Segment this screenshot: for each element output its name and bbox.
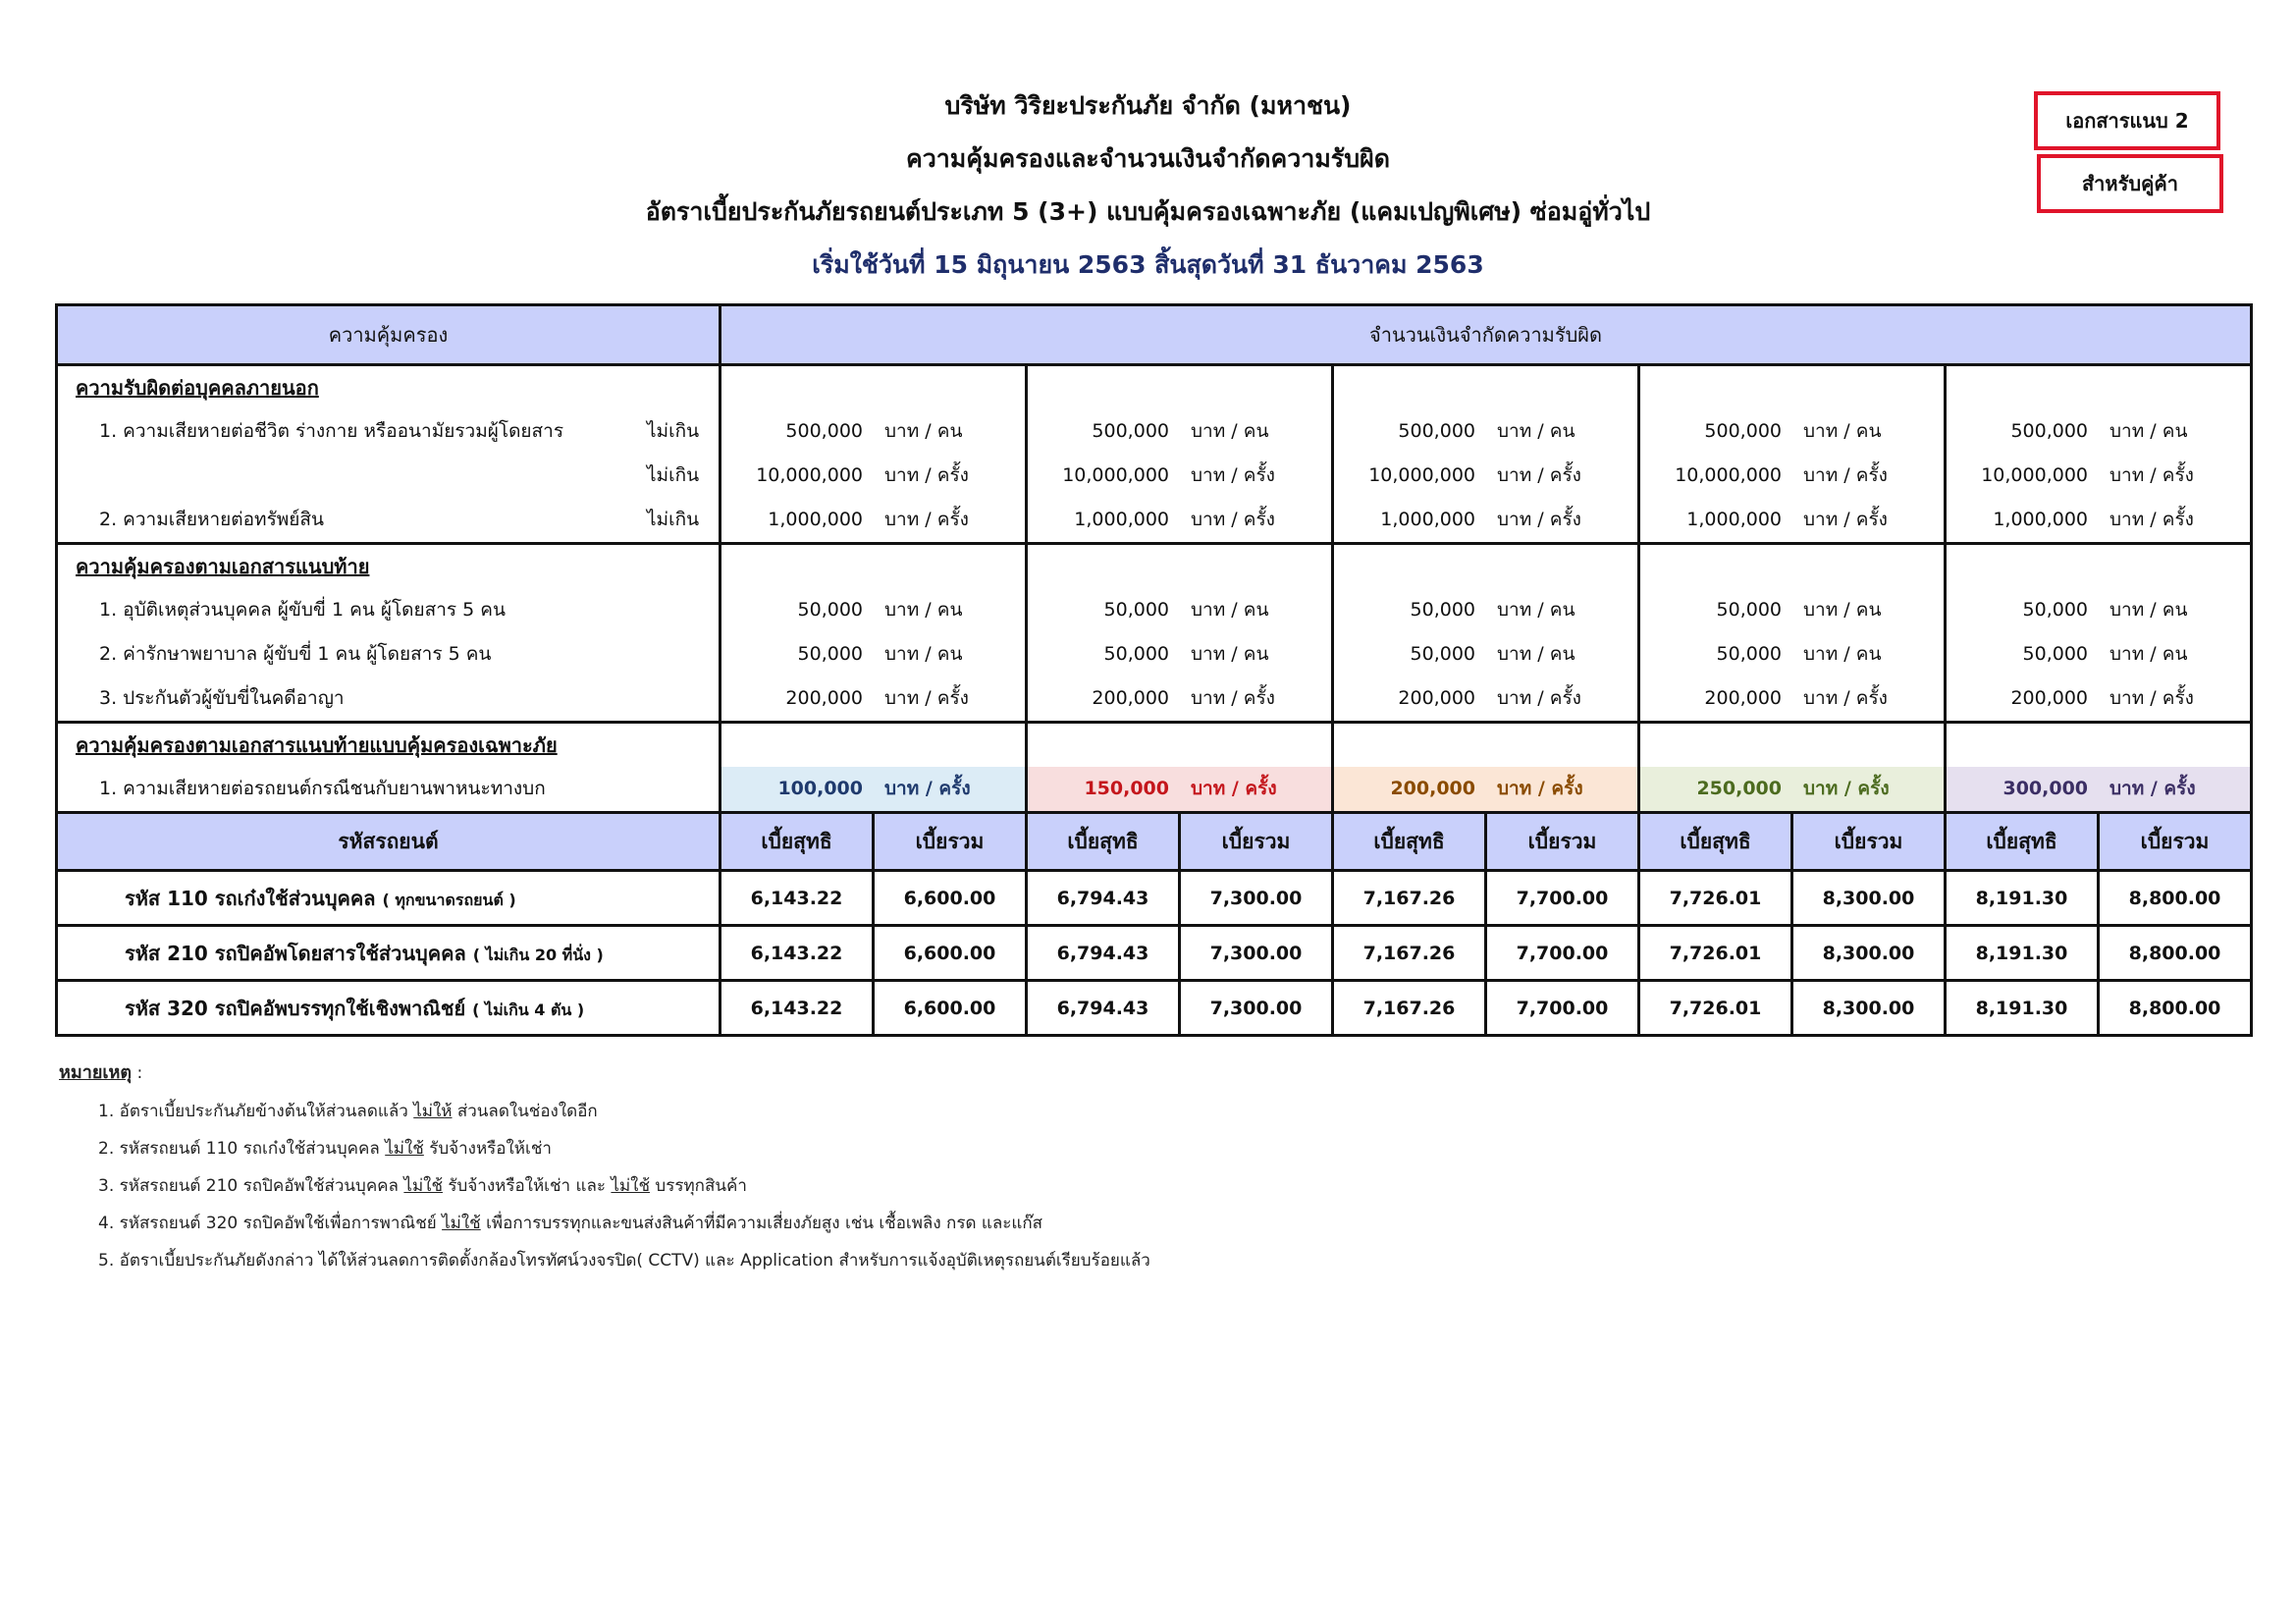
- limit-value-line: [1334, 588, 1637, 632]
- total-premium-cell: 8,800.00: [2099, 981, 2252, 1036]
- limit-amount: 1,000,000: [768, 509, 863, 530]
- net-premium-header: เบี้ยสุทธิ: [721, 813, 874, 871]
- total-premium-cell: 8,300.00: [1792, 871, 1946, 926]
- limit-value-line: [1334, 632, 1637, 676]
- vehicle-code-label: รหัส 210 รถปิคอัพโดยสารใช้ส่วนบุคคล: [125, 941, 466, 965]
- limit-value-line: [721, 454, 1025, 498]
- plan-5-collision: [1946, 723, 2252, 813]
- note-5: 5. อัตราเบี้ยประกันภัยดังกล่าว ได้ให้ส่วนลดการติดตั้งกล้องโทรทัศน์วงจรปิด( CCTV) และ Application สำหรับการแจ้งอุบัติเหตุรถยนต์เรียบร้อยแล้ว: [98, 1251, 1150, 1271]
- limit-unit: บาท / ครั้ง: [1803, 687, 1888, 709]
- limit-value-line: [721, 676, 1025, 721]
- limit-amount: 50,000: [1716, 643, 1782, 665]
- limit-unit: บาท / ครั้ง: [2109, 687, 2194, 709]
- limit-amount: 500,000: [1398, 420, 1475, 442]
- net-premium-cell: 6,794.43: [1027, 926, 1180, 981]
- limit-unit: บาท / ครั้ง: [2109, 509, 2194, 530]
- limit-amount: 50,000: [2022, 643, 2089, 665]
- limit-unit: บาท / ครั้ง: [1191, 509, 1275, 530]
- total-premium-cell: 7,700.00: [1486, 871, 1639, 926]
- plan-5-limits: [1946, 365, 2252, 544]
- limit-unit: บาท / ครั้ง: [2109, 778, 2196, 799]
- limit-unit: บาท / ครั้ง: [884, 464, 969, 486]
- limit-amount: 50,000: [1410, 643, 1475, 665]
- document-title: ความคุ้มครองและจำนวนเงินจำกัดความรับผิด: [906, 144, 1390, 173]
- plan-4-collision: [1639, 723, 1946, 813]
- limit-unit: บาท / ครั้ง: [1803, 509, 1888, 530]
- net-premium-header: เบี้ยสุทธิ: [1946, 813, 2099, 871]
- total-premium-cell: 7,300.00: [1180, 981, 1333, 1036]
- total-premium-header: เบี้ยรวม: [1792, 813, 1946, 871]
- limit-value-line: [1640, 454, 1944, 498]
- vehicle-code: [57, 981, 721, 1036]
- limit-value-line: [1947, 498, 2250, 542]
- limit-amount: 500,000: [2010, 420, 2089, 442]
- limit-amount: 200,000: [1704, 687, 1782, 709]
- total-premium-cell: 7,300.00: [1180, 871, 1333, 926]
- limit-amount: 10,000,000: [1675, 464, 1782, 486]
- limit-amount: 300,000: [2002, 778, 2089, 799]
- limit-value-line: [1947, 676, 2250, 721]
- limit-amount: 10,000,000: [1981, 464, 2089, 486]
- net-premium-cell: 8,191.30: [1946, 926, 2099, 981]
- limit-column-header: จำนวนเงินจำกัดความรับผิด: [721, 305, 2252, 365]
- limit-amount: 1,000,000: [1074, 509, 1169, 530]
- limit-value-line: [1640, 409, 1944, 454]
- attachment-badge: เอกสารแนบ 2: [2034, 91, 2220, 150]
- rider-section: [57, 544, 721, 723]
- limit-amount: 1,000,000: [1993, 509, 2089, 530]
- limit-unit: บาท / คน: [1191, 643, 1269, 665]
- limit-unit: บาท / ครั้ง: [1497, 464, 1581, 486]
- total-premium-cell: 8,300.00: [1792, 926, 1946, 981]
- limit-unit: บาท / คน: [1191, 420, 1269, 442]
- coverage-item: 1. อุบัติเหตุส่วนบุคคล ผู้ขับขี่ 1 คน ผู้โดยสาร 5 คน: [99, 599, 506, 621]
- notes-heading: หมายเหตุ: [59, 1062, 133, 1083]
- vehicle-code: [57, 871, 721, 926]
- limit-value-line: [1334, 409, 1637, 454]
- net-premium-header: เบี้ยสุทธิ: [1333, 813, 1486, 871]
- vehicle-code-label: รหัส 320 รถปิคอัพบรรทุกใช้เชิงพาณิชย์: [125, 996, 466, 1020]
- total-premium-header: เบี้ยรวม: [874, 813, 1027, 871]
- total-premium-cell: 7,700.00: [1486, 981, 1639, 1036]
- total-premium-header: เบี้ยรวม: [2099, 813, 2252, 871]
- section-title: ความคุ้มครองตามเอกสารแนบท้าย: [76, 555, 370, 578]
- table-row: [57, 981, 2252, 1036]
- limit-unit: บาท / คน: [2109, 599, 2188, 621]
- plan-2-limits: [1027, 365, 1333, 544]
- limit-value-line: [1028, 632, 1331, 676]
- plan-1-rider: [721, 544, 1027, 723]
- company-name: บริษัท วิริยะประกันภัย จำกัด (มหาชน): [944, 91, 1352, 120]
- limit-amount: 100,000: [777, 778, 863, 799]
- limit-amount: 200,000: [2010, 687, 2089, 709]
- limit-value-line: [1640, 676, 1944, 721]
- plan-3-collision: [1333, 723, 1639, 813]
- net-premium-cell: 7,167.26: [1333, 981, 1486, 1036]
- net-premium-cell: 6,143.22: [721, 981, 874, 1036]
- vehicle-code-note: ( ไม่เกิน 20 ที่นั่ง ): [472, 945, 604, 964]
- plan-1-limits: [721, 365, 1027, 544]
- limit-unit: บาท / คน: [884, 599, 963, 621]
- limit-unit: บาท / คน: [884, 643, 963, 665]
- section-title: ความคุ้มครองตามเอกสารแนบท้ายแบบคุ้มครองเฉพาะภัย: [76, 733, 558, 757]
- plan-2-collision: [1027, 723, 1333, 813]
- limit-unit: บาท / ครั้ง: [1191, 778, 1277, 799]
- limit-value-line: [1334, 498, 1637, 542]
- limit-amount: 10,000,000: [1062, 464, 1169, 486]
- limit-unit: บาท / คน: [2109, 420, 2188, 442]
- total-premium-header: เบี้ยรวม: [1486, 813, 1639, 871]
- limit-value-line: [721, 632, 1025, 676]
- limit-amount: 200,000: [1092, 687, 1169, 709]
- limit-value-line: [721, 409, 1025, 454]
- limit-amount: 10,000,000: [1368, 464, 1475, 486]
- notes-section: [59, 1054, 1150, 1279]
- total-premium-cell: 8,800.00: [2099, 926, 2252, 981]
- note-4: 4. รหัสรถยนต์ 320 รถปิคอัพใช้เพื่อการพาณิชย์ ไม่ใช้ เพื่อการบรรทุกและขนส่งสินค้าที่มีความเสี่ยงภัยสูง เช่น เชื้อเพลิง กรด และแก๊ส: [98, 1214, 1043, 1233]
- limit-value-line: [1947, 409, 2250, 454]
- specific-peril-section: [57, 723, 721, 813]
- net-premium-cell: 6,794.43: [1027, 981, 1180, 1036]
- total-premium-cell: 7,300.00: [1180, 926, 1333, 981]
- limit-amount: 50,000: [797, 599, 863, 621]
- limit-unit: บาท / ครั้ง: [1191, 687, 1275, 709]
- limit-amount: 150,000: [1084, 778, 1169, 799]
- limit-value-line: [1028, 409, 1331, 454]
- limit-unit: บาท / คน: [2109, 643, 2188, 665]
- note-1: 1. อัตราเบี้ยประกันภัยข้างต้นให้ส่วนลดแล้ว ไม่ให้ ส่วนลดในช่องใดอีก: [98, 1102, 598, 1121]
- note-2: 2. รหัสรถยนต์ 110 รถเก๋งใช้ส่วนบุคคล ไม่ใช้ รับจ้างหรือให้เช่า: [98, 1139, 552, 1159]
- table-row: [57, 871, 2252, 926]
- net-premium-cell: 7,167.26: [1333, 871, 1486, 926]
- limit-unit: บาท / ครั้ง: [884, 778, 971, 799]
- limit-amount: 500,000: [1092, 420, 1169, 442]
- net-premium-cell: 8,191.30: [1946, 871, 2099, 926]
- third-party-section: [57, 365, 721, 544]
- limit-value-line: [1334, 676, 1637, 721]
- coverage-item: 1. ความเสียหายต่อชีวิต ร่างกาย หรืออนามัยรวมผู้โดยสาร: [99, 420, 564, 442]
- premium-rows: [57, 871, 2252, 1036]
- limit-amount: 50,000: [1410, 599, 1475, 621]
- total-premium-cell: 7,700.00: [1486, 926, 1639, 981]
- net-premium-cell: 8,191.30: [1946, 981, 2099, 1036]
- limit-value-line: [1028, 588, 1331, 632]
- notes-colon: :: [132, 1063, 143, 1083]
- limit-value-line: [721, 588, 1025, 632]
- plan-3-rider: [1333, 544, 1639, 723]
- plan-4-limits: [1639, 365, 1946, 544]
- total-premium-cell: 8,300.00: [1792, 981, 1946, 1036]
- limit-amount: 50,000: [1716, 599, 1782, 621]
- vehicle-code-header: รหัสรถยนต์: [57, 813, 721, 871]
- coverage-item: 2. ค่ารักษาพยาบาล ผู้ขับขี่ 1 คน ผู้โดยสาร 5 คน: [99, 643, 492, 665]
- limit-value-line: [1640, 588, 1944, 632]
- dealer-badge: สำหรับคู่ค้า: [2037, 154, 2223, 213]
- limit-word: ไม่เกิน: [647, 464, 700, 486]
- vehicle-code-note: ( ไม่เกิน 4 ตัน ): [472, 1000, 585, 1019]
- limit-amount: 200,000: [1390, 778, 1475, 799]
- limit-amount: 250,000: [1696, 778, 1782, 799]
- net-premium-header: เบี้ยสุทธิ: [1027, 813, 1180, 871]
- coverage-item: 1. ความเสียหายต่อรถยนต์กรณีชนกับยานพาหนะทางบก: [99, 778, 546, 799]
- net-premium-header: เบี้ยสุทธิ: [1639, 813, 1792, 871]
- plan-4-rider: [1639, 544, 1946, 723]
- coverage-rate-table: [55, 303, 2253, 1037]
- limit-amount: 50,000: [2022, 599, 2089, 621]
- limit-value-line: [1640, 767, 1944, 811]
- limit-word: ไม่เกิน: [647, 420, 700, 442]
- limit-amount: 50,000: [1103, 599, 1169, 621]
- effective-dates: เริ่มใช้วันที่ 15 มิถุนายน 2563 สิ้นสุดวันที่ 31 ธันวาคม 2563: [812, 250, 1484, 279]
- limit-value-line: [1028, 676, 1331, 721]
- limit-unit: บาท / คน: [884, 420, 963, 442]
- document-subtitle: อัตราเบี้ยประกันภัยรถยนต์ประเภท 5 (3+) แบบคุ้มครองเฉพาะภัย (แคมเปญพิเศษ) ซ่อมอู่ทั่วไป: [645, 197, 1651, 226]
- limit-amount: 1,000,000: [1686, 509, 1782, 530]
- limit-amount: 10,000,000: [756, 464, 863, 486]
- coverage-item: 2. ความเสียหายต่อทรัพย์สิน: [99, 509, 325, 530]
- limit-amount: 500,000: [785, 420, 863, 442]
- total-premium-cell: 6,600.00: [874, 981, 1027, 1036]
- vehicle-code-note: ( ทุกขนาดรถยนต์ ): [382, 890, 516, 909]
- limit-value-line: [1028, 767, 1331, 811]
- limit-value-line: [1028, 454, 1331, 498]
- limit-value-line: [1947, 454, 2250, 498]
- plan-1-collision: [721, 723, 1027, 813]
- net-premium-cell: 7,726.01: [1639, 926, 1792, 981]
- vehicle-code: [57, 926, 721, 981]
- limit-value-line: [1947, 588, 2250, 632]
- limit-value-line: [1028, 498, 1331, 542]
- net-premium-cell: 6,143.22: [721, 926, 874, 981]
- limit-unit: บาท / ครั้ง: [1497, 778, 1583, 799]
- limit-value-line: [1640, 498, 1944, 542]
- limit-unit: บาท / คน: [1803, 643, 1882, 665]
- net-premium-cell: 7,167.26: [1333, 926, 1486, 981]
- limit-value-line: [1947, 767, 2250, 811]
- limit-value-line: [721, 498, 1025, 542]
- limit-unit: บาท / ครั้ง: [1803, 778, 1890, 799]
- limit-unit: บาท / ครั้ง: [1191, 464, 1275, 486]
- limit-amount: 200,000: [1398, 687, 1475, 709]
- plan-3-limits: [1333, 365, 1639, 544]
- limit-amount: 1,000,000: [1380, 509, 1475, 530]
- net-premium-cell: 6,143.22: [721, 871, 874, 926]
- coverage-item: 3. ประกันตัวผู้ขับขี่ในคดีอาญา: [99, 687, 345, 709]
- coverage-column-header: ความคุ้มครอง: [57, 305, 721, 365]
- limit-word: ไม่เกิน: [647, 509, 700, 530]
- limit-unit: บาท / ครั้ง: [1497, 687, 1581, 709]
- limit-unit: บาท / คน: [1497, 643, 1575, 665]
- limit-value-line: [1640, 632, 1944, 676]
- total-premium-cell: 6,600.00: [874, 871, 1027, 926]
- limit-unit: บาท / ครั้ง: [2109, 464, 2194, 486]
- section-title: ความรับผิดต่อบุคคลภายนอก: [76, 376, 319, 400]
- limit-unit: บาท / ครั้ง: [884, 687, 969, 709]
- limit-unit: บาท / ครั้ง: [1497, 509, 1581, 530]
- limit-amount: 500,000: [1704, 420, 1782, 442]
- net-premium-cell: 7,726.01: [1639, 871, 1792, 926]
- plan-2-rider: [1027, 544, 1333, 723]
- net-premium-cell: 6,794.43: [1027, 871, 1180, 926]
- limit-unit: บาท / คน: [1191, 599, 1269, 621]
- net-premium-cell: 7,726.01: [1639, 981, 1792, 1036]
- limit-value-line: [1334, 767, 1637, 811]
- total-premium-cell: 6,600.00: [874, 926, 1027, 981]
- limit-unit: บาท / ครั้ง: [1803, 464, 1888, 486]
- limit-value-line: [721, 767, 1025, 811]
- limit-amount: 200,000: [785, 687, 863, 709]
- plan-5-rider: [1946, 544, 2252, 723]
- vehicle-code-label: รหัส 110 รถเก๋งใช้ส่วนบุคคล: [125, 886, 376, 910]
- limit-amount: 50,000: [797, 643, 863, 665]
- limit-value-line: [1334, 454, 1637, 498]
- table-row: [57, 926, 2252, 981]
- limit-value-line: [1947, 632, 2250, 676]
- limit-unit: บาท / คน: [1803, 599, 1882, 621]
- limit-amount: 50,000: [1103, 643, 1169, 665]
- limit-unit: บาท / คน: [1497, 599, 1575, 621]
- limit-unit: บาท / คน: [1497, 420, 1575, 442]
- limit-unit: บาท / คน: [1803, 420, 1882, 442]
- total-premium-header: เบี้ยรวม: [1180, 813, 1333, 871]
- note-3: 3. รหัสรถยนต์ 210 รถปิคอัพใช้ส่วนบุคคล ไม่ใช้ รับจ้างหรือให้เช่า และ ไม่ใช้ บรรทุกสินค้า: [98, 1176, 747, 1196]
- limit-unit: บาท / ครั้ง: [884, 509, 969, 530]
- total-premium-cell: 8,800.00: [2099, 871, 2252, 926]
